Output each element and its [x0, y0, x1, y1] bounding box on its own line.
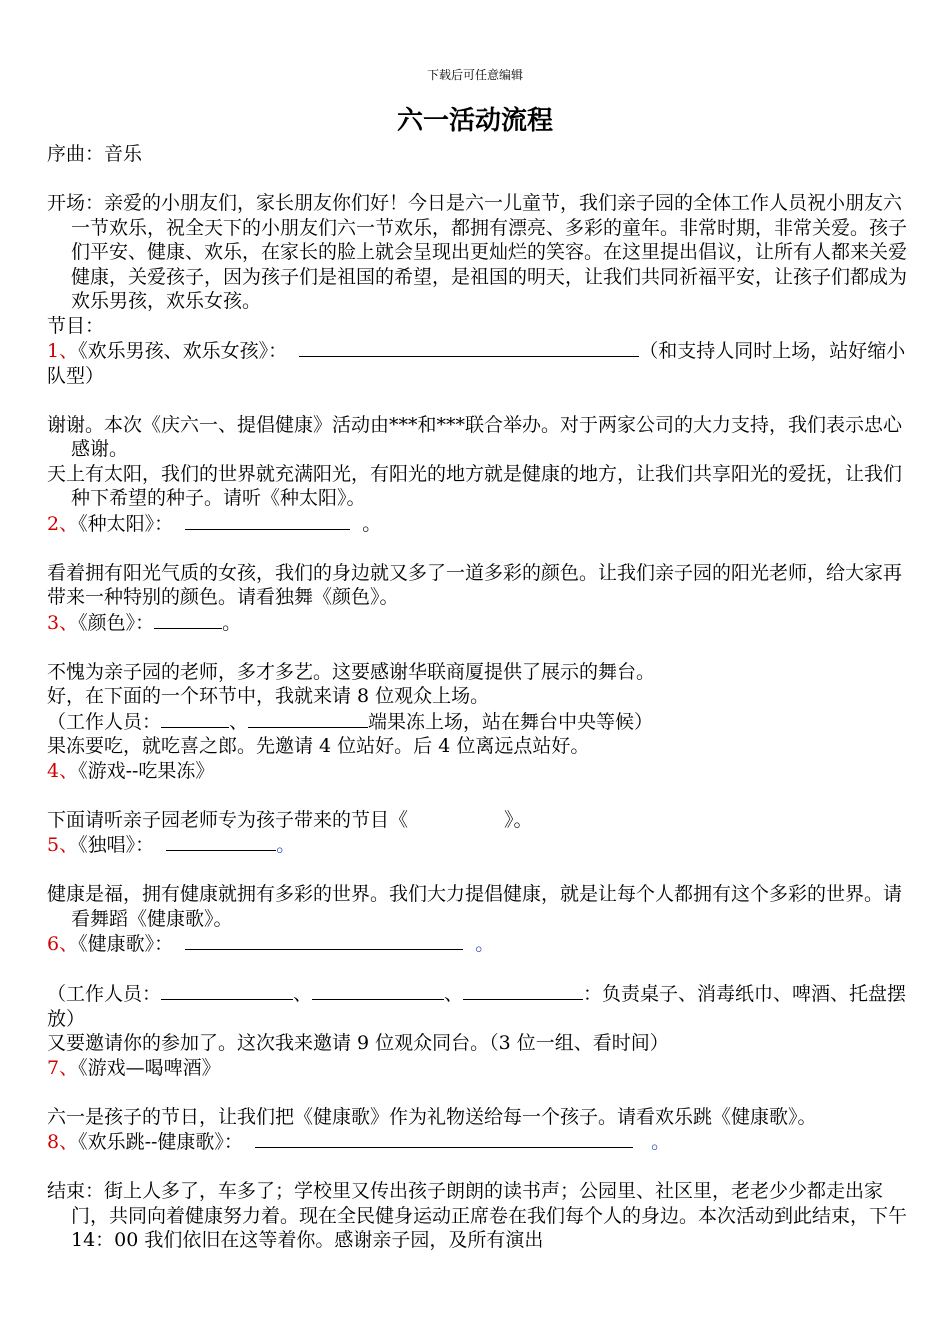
children-day-paragraph: 六一是孩子的节日，让我们把《健康歌》作为礼物送给每一个孩子。请看欢乐跳《健康歌》。 [47, 1105, 817, 1128]
item-note: （和支持人同时上场，站好缩小队型） [47, 340, 906, 387]
thanks-paragraph: 谢谢。本次《庆六一、提倡健康》活动由***和***联合举办。对于两家公司的大力支持，我们表示忠心感谢。 [47, 413, 903, 460]
item-name: 《独唱》： [78, 834, 155, 856]
separator: 、 [293, 983, 313, 1005]
item-name: 《健康歌》： [78, 933, 174, 955]
item-name: 《游戏—喝啤酒》 [78, 1056, 221, 1079]
fill-blank [463, 981, 583, 1000]
jelly-line: 果冻要吃，就吃喜之郎。先邀请 4 位站好。后 4 位离远点站好。 [47, 735, 590, 757]
fill-blank [312, 981, 444, 1000]
invite-9: 又要邀请你的参加了。这次我来邀请 9 位观众同台。（3 位一组、看时间） [47, 1032, 669, 1054]
item-1 [47, 338, 917, 388]
solo-intro [47, 808, 917, 833]
fill-blank [154, 610, 222, 629]
item-6 [47, 931, 917, 957]
staff-line-1 [47, 709, 917, 735]
item-number: 8、 [47, 1131, 79, 1153]
item-name: 《游戏--吃果冻》 [78, 759, 215, 782]
teacher-paragraph: 不愧为亲子园的老师，多才多艺。这要感谢华联商厦提供了展示的舞台。 [47, 660, 656, 683]
staff-rest: 端果冻上场，站在舞台中央等候） [368, 710, 654, 733]
item-end: 。 [276, 834, 296, 856]
document-title: 六一活动流程 [396, 106, 553, 136]
item-name: 《欢乐跳--健康歌》： [78, 1131, 243, 1153]
separator: 、 [229, 710, 249, 733]
item-name: 《颜色》： [78, 611, 155, 634]
staff-open: （工作人员： [47, 983, 162, 1005]
staff-open: （工作人员： [47, 710, 162, 733]
fill-blank [255, 1129, 633, 1148]
page-header: 下载后可任意编辑 [426, 68, 523, 82]
sun-paragraph: 天上有太阳，我们的世界就充满阳光，有阳光的地方就是健康的地方，让我们共享阳光的爱抚，让我们种下希望的种子。请听《种太阳》。 [47, 462, 903, 509]
prelude: 序曲：音乐 [47, 143, 143, 165]
staff-line-2 [47, 981, 917, 1031]
ending-paragraph: 结束：街上人多了，车多了；学校里又传出孩子朗朗的读书声；公园里、社区里，老老少少都走出家门，共同向着健康努力着。现在全民健身运动正席卷在我们每个人的身边。本次活动到此结束，下午 14：00 我们依旧在这等着你。感谢亲子园，及所有演出 [47, 1180, 908, 1251]
item-8 [47, 1129, 917, 1155]
item-number: 4、 [47, 759, 79, 782]
fill-blank [248, 709, 368, 728]
item-number: 3、 [47, 611, 79, 634]
fill-blank [185, 511, 350, 530]
item-end: 。 [475, 933, 495, 955]
separator: 、 [444, 983, 464, 1005]
solo-end: 》。 [504, 808, 533, 831]
item-end: 。 [222, 611, 242, 634]
item-5 [47, 832, 917, 858]
item-7 [47, 1056, 917, 1081]
health-paragraph: 健康是福，拥有健康就拥有多彩的世界。我们大力提倡健康，就是让每个人都拥有这个多彩的世界。请看舞蹈《健康歌》。 [47, 883, 903, 930]
item-4 [47, 759, 917, 784]
item-end: 。 [362, 512, 382, 535]
item-number: 6、 [47, 933, 79, 955]
fill-blank [161, 981, 293, 1000]
item-number: 5、 [47, 834, 79, 856]
invite-8: 好，在下面的一个环节中，我就来请 8 位观众上场。 [47, 685, 490, 707]
fill-blank [185, 931, 463, 950]
solo-text: 下面请听亲子园老师专为孩子带来的节目《 [47, 808, 409, 831]
staff-rest: ：负责桌子、消毒纸巾、啤酒、托盘摆放） [47, 983, 907, 1030]
program-label: 节目： [47, 314, 105, 337]
fill-blank [166, 832, 276, 851]
fill-blank [299, 338, 639, 357]
opening-paragraph: 开场：亲爱的小朋友们，家长朋友你们好！今日是六一儿童节，我们亲子园的全体工作人员祝小朋友六一节欢乐，祝全天下的小朋友们六一节欢乐，都拥有漂亮、多彩的童年。非常时期，非常关爱。孩子们平安、健康、欢乐，在家长的脸上就会呈现出更灿烂的笑容。在这里提出倡议，让所有人都来关爱健康，关爱孩子，因为孩子们是祖国的希望，是祖国的明天，让我们共同祈福平安，让孩子们都成为欢乐男孩，欢乐女孩。 [47, 192, 908, 312]
item-number: 2、 [47, 512, 79, 535]
item-2 [47, 511, 917, 537]
item-number: 7、 [47, 1056, 79, 1079]
item-3 [47, 610, 917, 636]
item-end: 。 [651, 1131, 671, 1153]
document-body [47, 142, 917, 1253]
fill-blank [161, 709, 229, 728]
item-name: 《种太阳》： [78, 512, 174, 535]
color-intro: 看着拥有阳光气质的女孩，我们的身边就又多了一道多彩的颜色。让我们亲子园的阳光老师，给大家再带来一种特别的颜色。请看独舞《颜色》。 [47, 561, 903, 608]
item-number: 1、 [47, 340, 79, 362]
item-name: 《欢乐男孩、欢乐女孩》： [78, 340, 288, 362]
